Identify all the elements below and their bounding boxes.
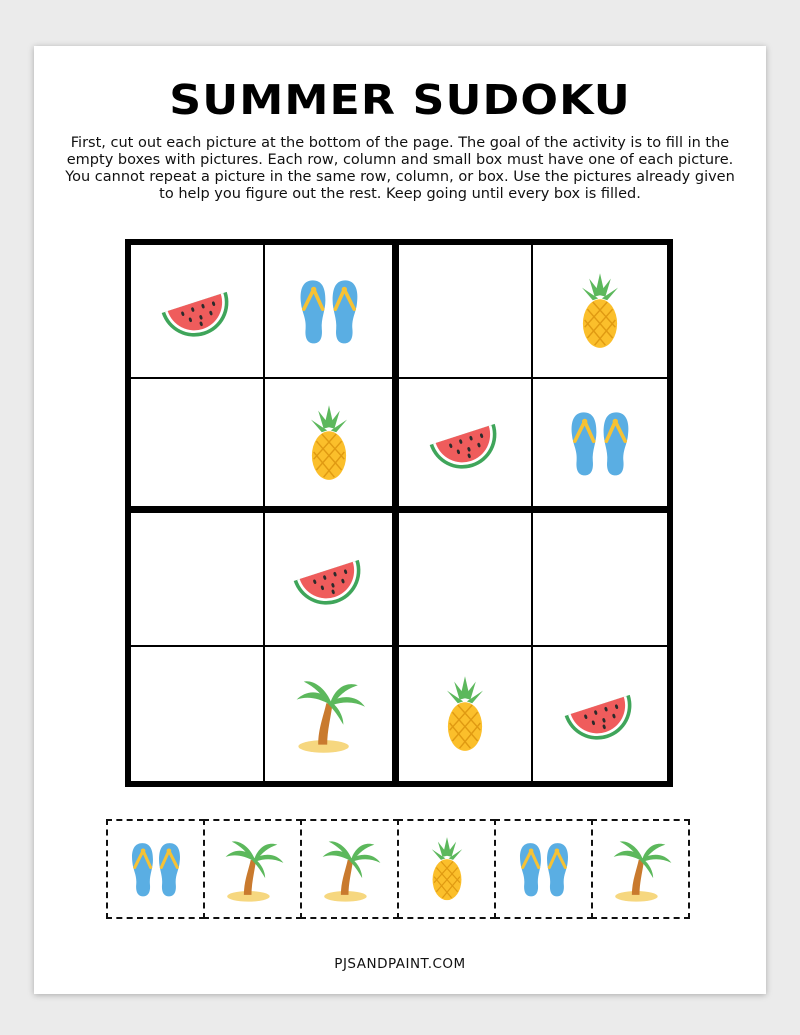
worksheet-page (34, 46, 766, 994)
watermelon-icon (284, 534, 374, 624)
grid-cell-r4-c4[interactable] (533, 647, 667, 781)
watermelon-icon (152, 266, 242, 356)
palm-tree-icon (284, 669, 374, 759)
grid-cell-r1-c1[interactable] (131, 245, 265, 379)
watermelon-icon (555, 669, 645, 759)
cutout-card-5[interactable] (494, 819, 593, 919)
flip-flops-icon (506, 831, 582, 907)
sudoku-grid (125, 239, 673, 787)
grid-cell-r2-c3[interactable] (399, 379, 533, 513)
grid-cell-r3-c3[interactable] (399, 513, 533, 647)
grid-cell-r1-c3[interactable] (399, 245, 533, 379)
cutout-card-2[interactable] (203, 819, 302, 919)
instructions-text: First, cut out each picture at the bottom of the page. The goal of the activity is to fill in the empty boxes with pictures. Each row, column and small box must have one of each picture. You cannot repeat a picture in the same row, column, or box. Use the pictures already given to help you figure out the rest. Keep going until every box is filled. (65, 135, 735, 202)
pineapple-icon (284, 398, 374, 488)
flip-flops-icon (555, 398, 645, 488)
flip-flops-icon (284, 266, 374, 356)
palm-tree-icon (215, 831, 291, 907)
cutout-card-3[interactable] (300, 819, 399, 919)
palm-tree-icon (312, 831, 388, 907)
grid-cell-r2-c4[interactable] (533, 379, 667, 513)
grid-cell-r4-c3[interactable] (399, 647, 533, 781)
grid-cell-r4-c1[interactable] (131, 647, 265, 781)
pineapple-icon (555, 266, 645, 356)
footer-url: PJSANDPAINT.COM (334, 956, 466, 972)
page-title: SUMMER SUDOKU (169, 76, 631, 124)
cutout-card-4[interactable] (397, 819, 496, 919)
grid-cell-r3-c4[interactable] (533, 513, 667, 647)
cutout-card-6[interactable] (591, 819, 690, 919)
cutout-strip (106, 819, 702, 919)
pineapple-icon (409, 831, 485, 907)
grid-cell-r2-c2[interactable] (265, 379, 399, 513)
palm-tree-icon (603, 831, 679, 907)
cutout-card-1[interactable] (106, 819, 205, 919)
grid-cell-r3-c1[interactable] (131, 513, 265, 647)
grid-cell-r1-c2[interactable] (265, 245, 399, 379)
grid-cell-r1-c4[interactable] (533, 245, 667, 379)
flip-flops-icon (118, 831, 194, 907)
grid-cell-r2-c1[interactable] (131, 379, 265, 513)
grid-cell-r4-c2[interactable] (265, 647, 399, 781)
watermelon-icon (420, 398, 510, 488)
grid-cell-r3-c2[interactable] (265, 513, 399, 647)
pineapple-icon (420, 669, 510, 759)
